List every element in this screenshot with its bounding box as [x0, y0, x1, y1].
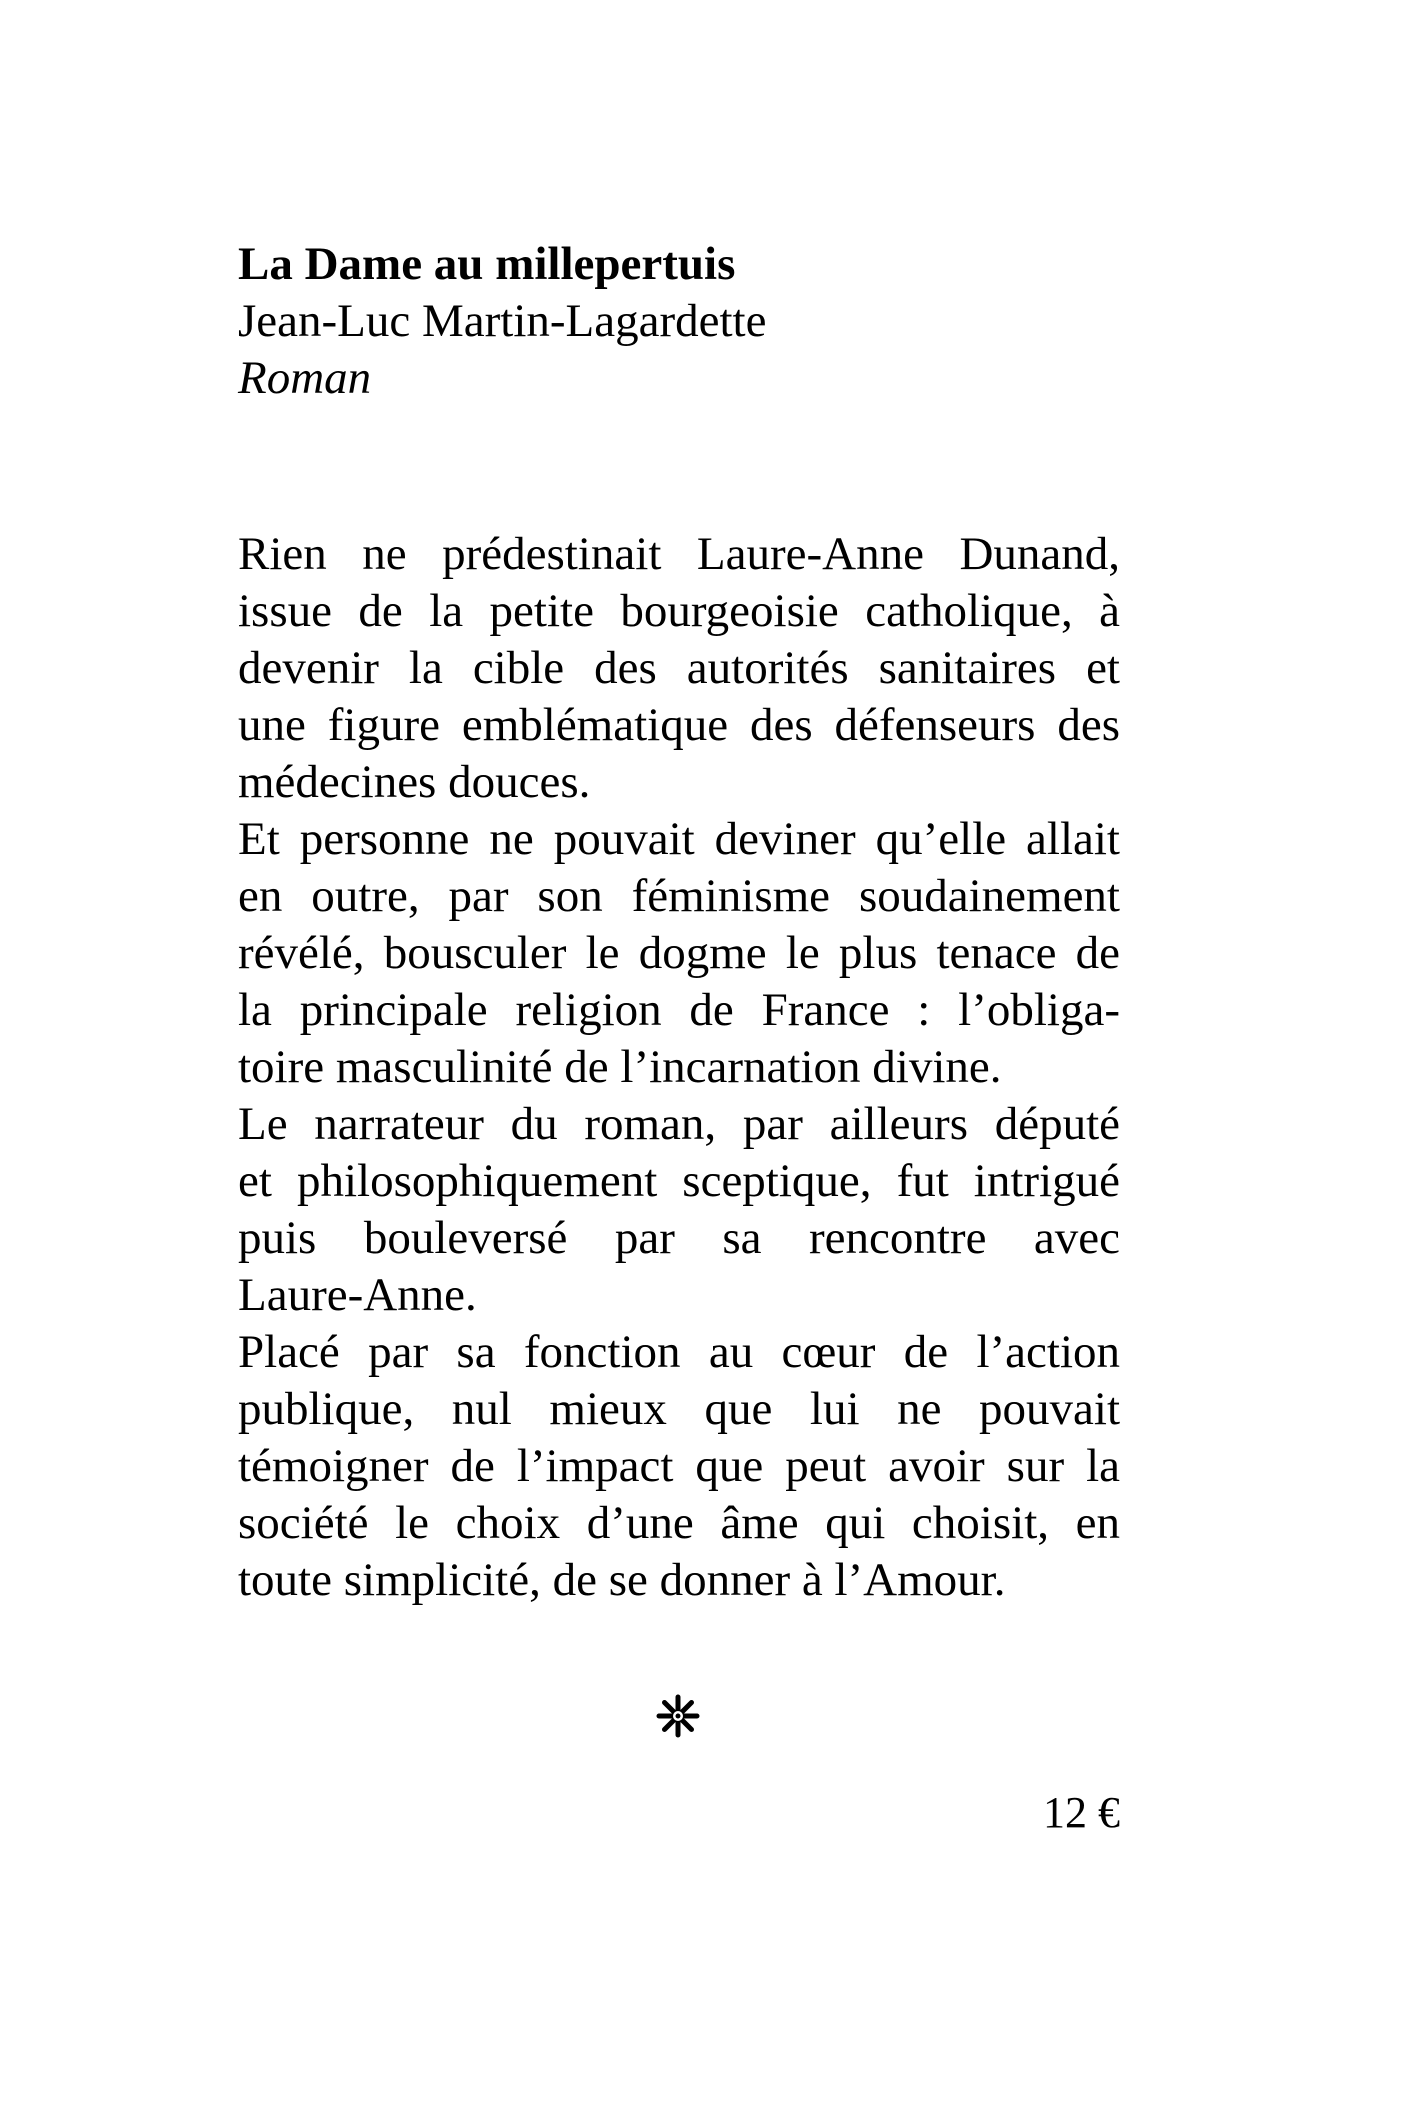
genre-label: Roman	[238, 352, 372, 404]
blurb-paragraph-2	[238, 811, 1120, 1096]
text-line: une figure emblématique des défenseurs des	[238, 699, 1120, 751]
author-name: Jean-Luc Martin-Lagardette	[238, 295, 767, 347]
blurb-paragraph-4	[238, 1324, 1120, 1609]
text-line: la principale religion de France : l’obliga-	[238, 984, 1120, 1036]
text-line: Placé par sa fonction au cœur de l’action	[238, 1326, 1120, 1378]
text-line: société le choix d’une âme qui choisit, en	[238, 1497, 1120, 1549]
blurb-paragraph-1	[238, 526, 1120, 811]
text-line: et philosophiquement sceptique, fut intrigué	[238, 1155, 1120, 1207]
text-line: Le narrateur du roman, par ailleurs député	[238, 1098, 1120, 1150]
book-title: La Dame au millepertuis	[238, 238, 736, 290]
text-line: toute simplicité, de se donner à l’Amour.	[238, 1554, 1006, 1606]
asterisk-ornament-icon	[654, 1692, 702, 1740]
text-line: publique, nul mieux que lui ne pouvait	[238, 1383, 1120, 1435]
text-line: issue de la petite bourgeoisie catholique, à	[238, 585, 1120, 637]
text-line: toire masculinité de l’incarnation divine.	[238, 1041, 1002, 1093]
text-line: puis bouleversé par sa rencontre avec	[238, 1212, 1120, 1264]
text-line: révélé, bousculer le dogme le plus tenace de	[238, 927, 1120, 979]
text-line: Laure-Anne.	[238, 1269, 477, 1321]
text-line: médecines douces.	[238, 756, 591, 808]
blurb-paragraph-3	[238, 1096, 1120, 1324]
text-line: devenir la cible des autorités sanitaires et	[238, 642, 1120, 694]
blurb-text	[238, 526, 1120, 1609]
text-line: Rien ne prédestinait Laure-Anne Dunand,	[238, 528, 1120, 580]
price-label: 12 €	[1043, 1788, 1120, 1837]
book-header	[238, 236, 1138, 407]
text-line: en outre, par son féminisme soudainement	[238, 870, 1120, 922]
text-line: témoigner de l’impact que peut avoir sur la	[238, 1440, 1120, 1492]
text-line: Et personne ne pouvait deviner qu’elle allait	[238, 813, 1120, 865]
